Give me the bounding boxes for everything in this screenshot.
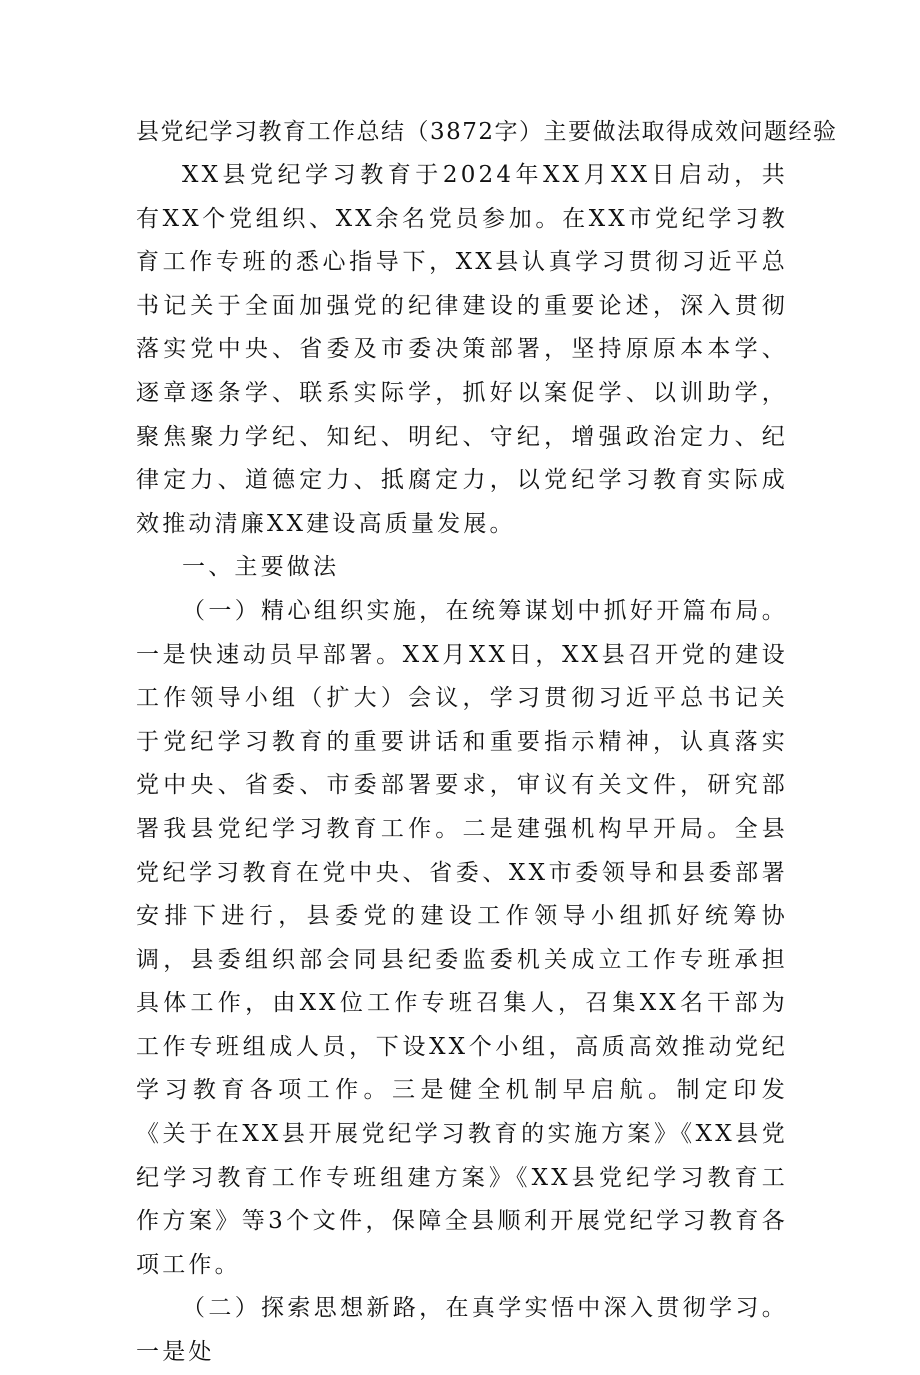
document-title: 县党纪学习教育工作总结（3872字）主要做法取得成效问题经验 bbox=[136, 119, 838, 145]
subsection-paragraph-2: （二）探索思想新路，在真学实悟中深入贯彻学习。一是处 bbox=[136, 1295, 788, 1366]
section-heading-main-practices: 一、主要做法 bbox=[182, 554, 340, 581]
subsection-paragraph-1: （一）精心组织实施，在统筹谋划中抓好开篇布局。一是快速动员早部署。XX月XX日，XX县召开党的建设工作领导小组（扩大）会议，学习贯彻习近平总书记关于党纪学习教育的重要讲话和重要指示精神，认真落实党中央、省委、市委部署要求，审议有关文件，研究部署我县党纪学习教育工作。二是建强机构早开局。全县党纪学习教育在党中央、省委、XX市委领导和县委部署安排下进行，县委党的建设工作领导小组抓好统筹协调，县委组织部会同县纪委监委机关成立工作专班承担具体工作，由XX位工作专班召集人，召集XX名干部为工作专班组成人员，下设XX个小组，高质高效推动党纪学习教育各项工作。三是健全机制早启航。制定印发《关于在XX县开展党纪学习教育的实施方案》《XX县党纪学习教育工作专班组建方案》《XX县党纪学习教育工作方案》等3个文件，保障全县顺利开展党纪学习教育各项工作。 bbox=[136, 597, 788, 1278]
intro-paragraph: XX县党纪学习教育于2024年XX月XX日启动，共有XX个党组织、XX余名党员参加。在XX市党纪学习教育工作专班的悉心指导下，XX县认真学习贯彻习近平总书记关于全面加强党的纪律建设的重要论述，深入贯彻落实党中央、省委及市委决策部署，坚持原原本本学、逐章逐条学、联系实际学，抓好以案促学、以训助学，聚焦聚力学纪、知纪、明纪、守纪，增强政治定力、纪律定力、道德定力、抵腐定力，以党纪学习教育实际成效推动清廉XX建设高质量发展。 bbox=[136, 162, 788, 537]
document-body bbox=[136, 154, 788, 1375]
